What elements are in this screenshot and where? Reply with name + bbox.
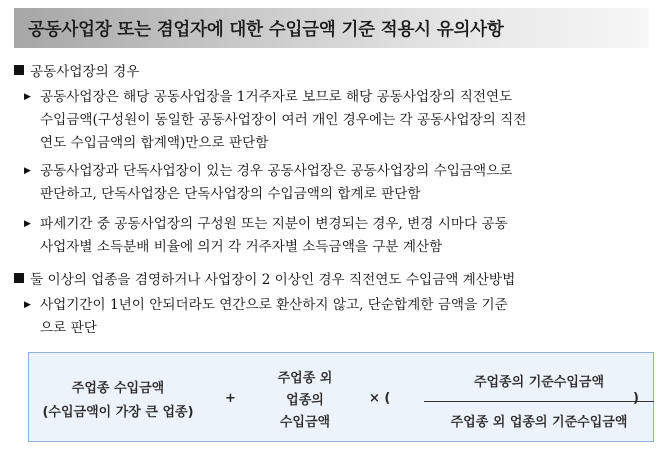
formula-fraction-line [424,401,654,402]
formula-numerator: 주업종의 기준수입금액 [473,375,605,390]
section-heading-multi-business [14,268,515,288]
formula-times-open-paren: × ( [369,391,391,406]
page-title: 공동사업장 또는 겸업자에 대한 수입금액 기준 적용시 유의사항 [28,19,504,40]
list-item-line: 파세기간 중 공동사업장의 구성원 또는 지분이 변경되는 경우, 변경 시마다 공동 [40,216,508,232]
formula-main-business-amount: 주업종 수입금액 [71,381,165,396]
title-bar [14,8,649,48]
triangle-bullet-icon: ▶ [24,92,31,102]
formula-denominator: 주업종 외 업종의 기준수입금액 [450,415,628,430]
formula-close-paren: ) [633,391,639,406]
square-bullet-icon [14,273,24,283]
list-item-line: 연도 수입금액의 합계액)만으로 판단함 [40,135,269,151]
square-bullet-icon [14,65,24,75]
formula-box [28,352,654,442]
formula-other-business-line3: 수입금액 [279,415,331,430]
section-heading-joint [14,60,139,80]
list-item-line: 사업자별 소득분배 비율에 의거 각 거주자별 소득금액을 구분 계산함 [40,239,443,255]
section-heading-text: 공동사업장의 경우 [30,64,140,80]
list-item-line: 수입금액(구성원이 동일한 공동사업장이 여러 개인 경우에는 각 공동사업장의 직전 [40,112,527,128]
section-heading-text: 둘 이상의 업종을 겸영하거나 사업장이 2 이상인 경우 직전연도 수입금액 계산방법 [30,272,516,288]
formula-plus-sign: + [225,391,236,406]
list-item-line: 사업기간이 1년이 안되더라도 연간으로 환산하지 않고, 단순합계한 금액을 기준 [40,297,508,313]
triangle-bullet-icon: ▶ [24,219,31,229]
triangle-bullet-icon: ▶ [24,300,31,310]
formula-main-business-note: (수입금액이 가장 큰 업종) [42,405,194,420]
list-item-line: 공동사업장은 해당 공동사업장을 1거주자로 보므로 해당 공동사업장의 직전연도 [40,89,513,105]
formula-other-business-line2: 업종의 [286,393,324,408]
formula-other-business-line1: 주업종 외 [277,371,333,386]
list-item-line: 공동사업장과 단독사업장이 있는 경우 공동사업장은 공동사업장의 수입금액으로 [40,163,513,179]
triangle-bullet-icon: ▶ [24,166,31,176]
list-item-line: 판단하고, 단독사업장은 단독사업장의 수입금액의 합계로 판단함 [40,186,421,202]
list-item-line: 으로 판단 [40,320,97,336]
